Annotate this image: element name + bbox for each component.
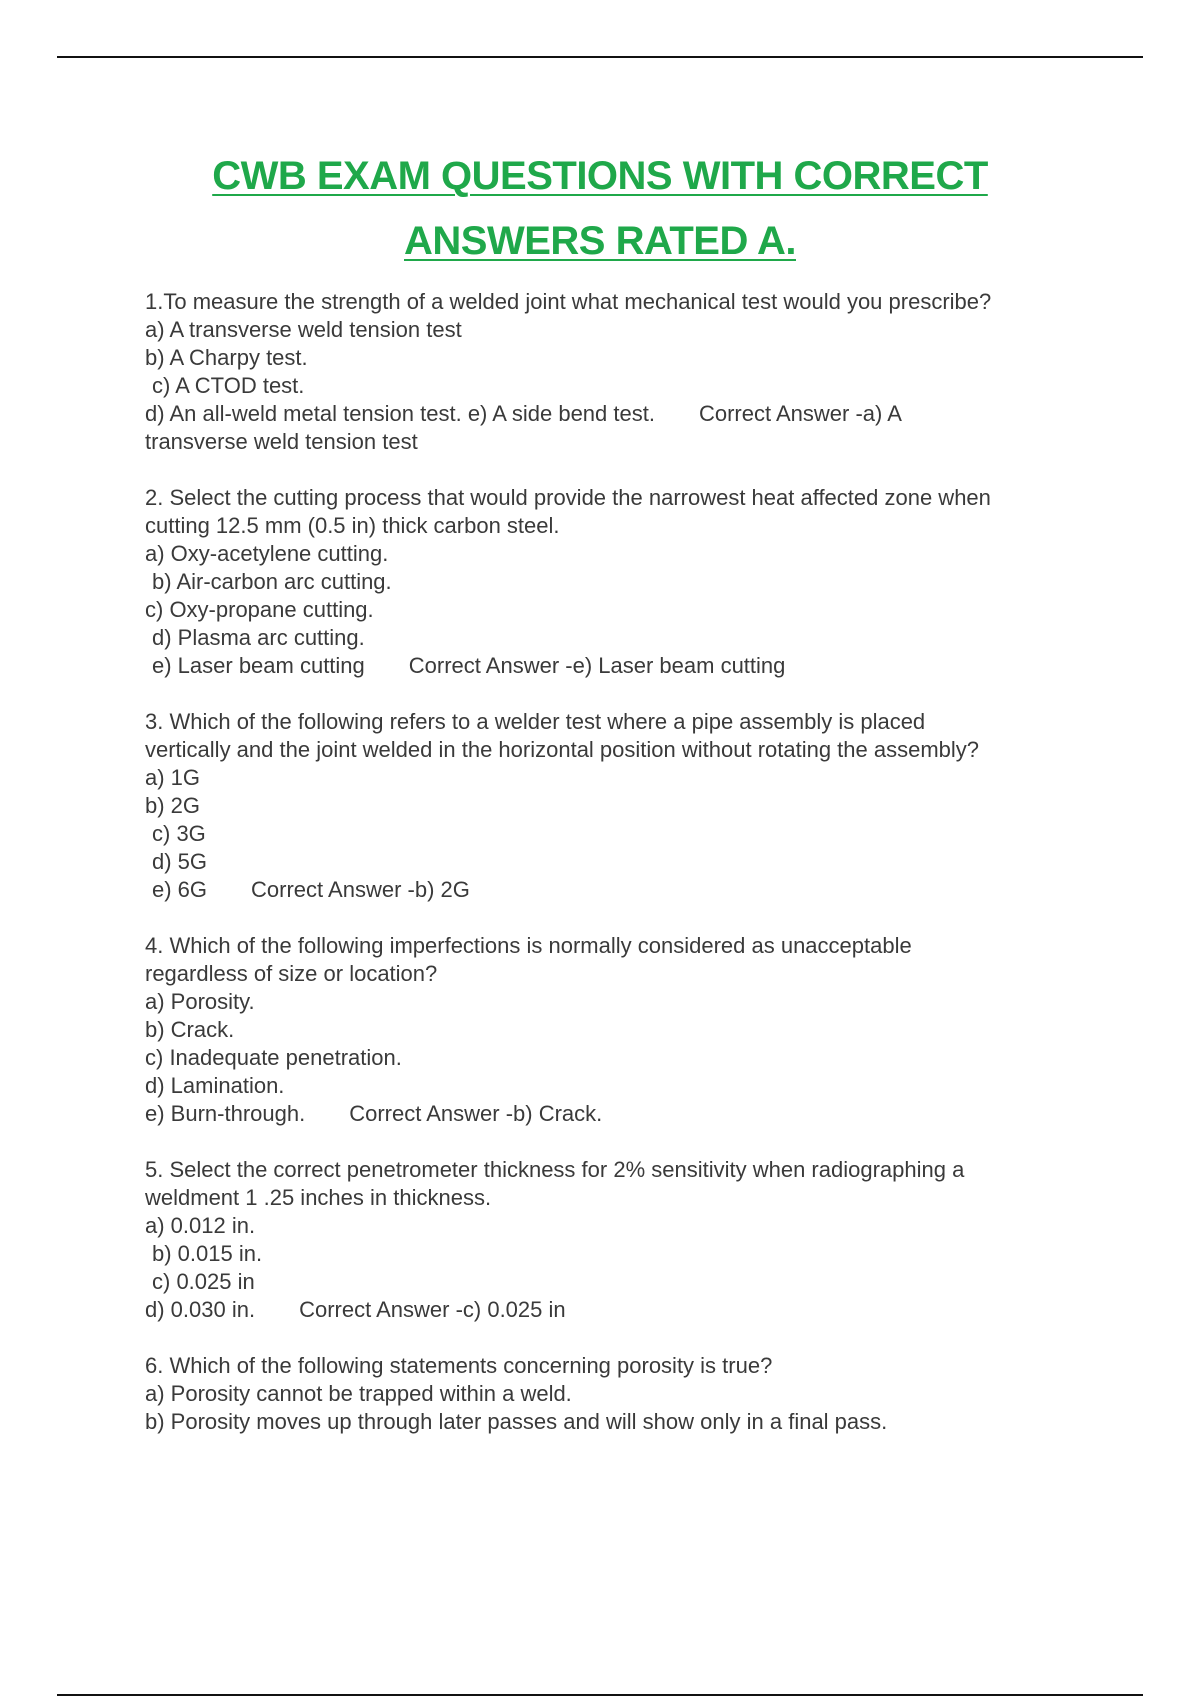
question-text-continued: weldment 1 .25 inches in thickness.	[145, 1185, 492, 1210]
question-text-continued: cutting 12.5 mm (0.5 in) thick carbon steel.	[145, 513, 560, 538]
correct-answer-continued: transverse weld tension test	[145, 429, 418, 454]
option-b: b) Air-carbon arc cutting.	[152, 569, 392, 594]
option-b: b) 0.015 in.	[152, 1241, 263, 1266]
questions-list	[145, 288, 1085, 1464]
option-b: b) Crack.	[145, 1017, 235, 1042]
option-e-line	[145, 876, 1085, 904]
title-line-1: CWB EXAM QUESTIONS WITH CORRECT	[212, 154, 988, 198]
correct-answer: Correct Answer -c) 0.025 in	[299, 1297, 566, 1322]
question-text: 1.To measure the strength of a welded joint what mechanical test would you prescribe?	[145, 289, 992, 314]
option-a: a) Porosity cannot be trapped within a weld.	[145, 1381, 572, 1406]
question-2	[145, 484, 1085, 680]
question-4	[145, 932, 1085, 1128]
question-text: 3. Which of the following refers to a welder test where a pipe assembly is placed	[145, 709, 926, 734]
bottom-rule	[57, 1694, 1143, 1696]
question-text-continued: vertically and the joint welded in the horizontal position without rotating the assembly?	[145, 737, 980, 762]
option-c: c) A CTOD test.	[152, 373, 305, 398]
option-c: c) 3G	[152, 821, 206, 846]
option-a: a) Porosity.	[145, 989, 255, 1014]
option-b: b) Porosity moves up through later passes and will show only in a final pass.	[145, 1409, 888, 1434]
option-b: b) A Charpy test.	[145, 345, 308, 370]
option-e: e) Laser beam cutting	[152, 653, 365, 678]
correct-answer: Correct Answer -b) 2G	[251, 877, 470, 902]
correct-answer: Correct Answer -a) A	[698, 401, 902, 426]
question-text: 5. Select the correct penetrometer thickness for 2% sensitivity when radiographing a	[145, 1157, 965, 1182]
document-title	[0, 144, 1200, 274]
option-d-line	[145, 1296, 1085, 1324]
option-a: a) 0.012 in.	[145, 1213, 256, 1238]
question-1	[145, 288, 1085, 456]
option-e: e) Burn-through.	[145, 1101, 306, 1126]
question-5	[145, 1156, 1085, 1324]
question-6	[145, 1352, 1085, 1436]
option-c: c) Oxy-propane cutting.	[145, 597, 374, 622]
option-a: a) Oxy-acetylene cutting.	[145, 541, 389, 566]
question-text: 6. Which of the following statements concerning porosity is true?	[145, 1353, 773, 1378]
top-rule	[57, 56, 1143, 58]
option-d: d) 5G	[152, 849, 208, 874]
option-b: b) 2G	[145, 793, 201, 818]
question-text-continued: regardless of size or location?	[145, 961, 438, 986]
question-3	[145, 708, 1085, 904]
option-d-e: d) An all-weld metal tension test. e) A side bend test.	[145, 401, 655, 426]
option-c: c) 0.025 in	[152, 1269, 255, 1294]
option-e: e) 6G	[152, 877, 208, 902]
option-a: a) A transverse weld tension test	[145, 317, 462, 342]
option-e-line	[145, 1100, 1085, 1128]
option-d: d) Lamination.	[145, 1073, 285, 1098]
option-d: d) 0.030 in.	[145, 1297, 256, 1322]
option-a: a) 1G	[145, 765, 201, 790]
title-line-2: ANSWERS RATED A.	[404, 219, 796, 263]
question-text: 4. Which of the following imperfections is normally considered as unacceptable	[145, 933, 912, 958]
correct-answer: Correct Answer -b) Crack.	[349, 1101, 603, 1126]
options-d-e-line	[145, 400, 1085, 428]
option-d: d) Plasma arc cutting.	[152, 625, 365, 650]
option-c: c) Inadequate penetration.	[145, 1045, 402, 1070]
question-text: 2. Select the cutting process that would provide the narrowest heat affected zone when	[145, 485, 991, 510]
option-e-line	[145, 652, 1085, 680]
correct-answer: Correct Answer -e) Laser beam cutting	[408, 653, 786, 678]
